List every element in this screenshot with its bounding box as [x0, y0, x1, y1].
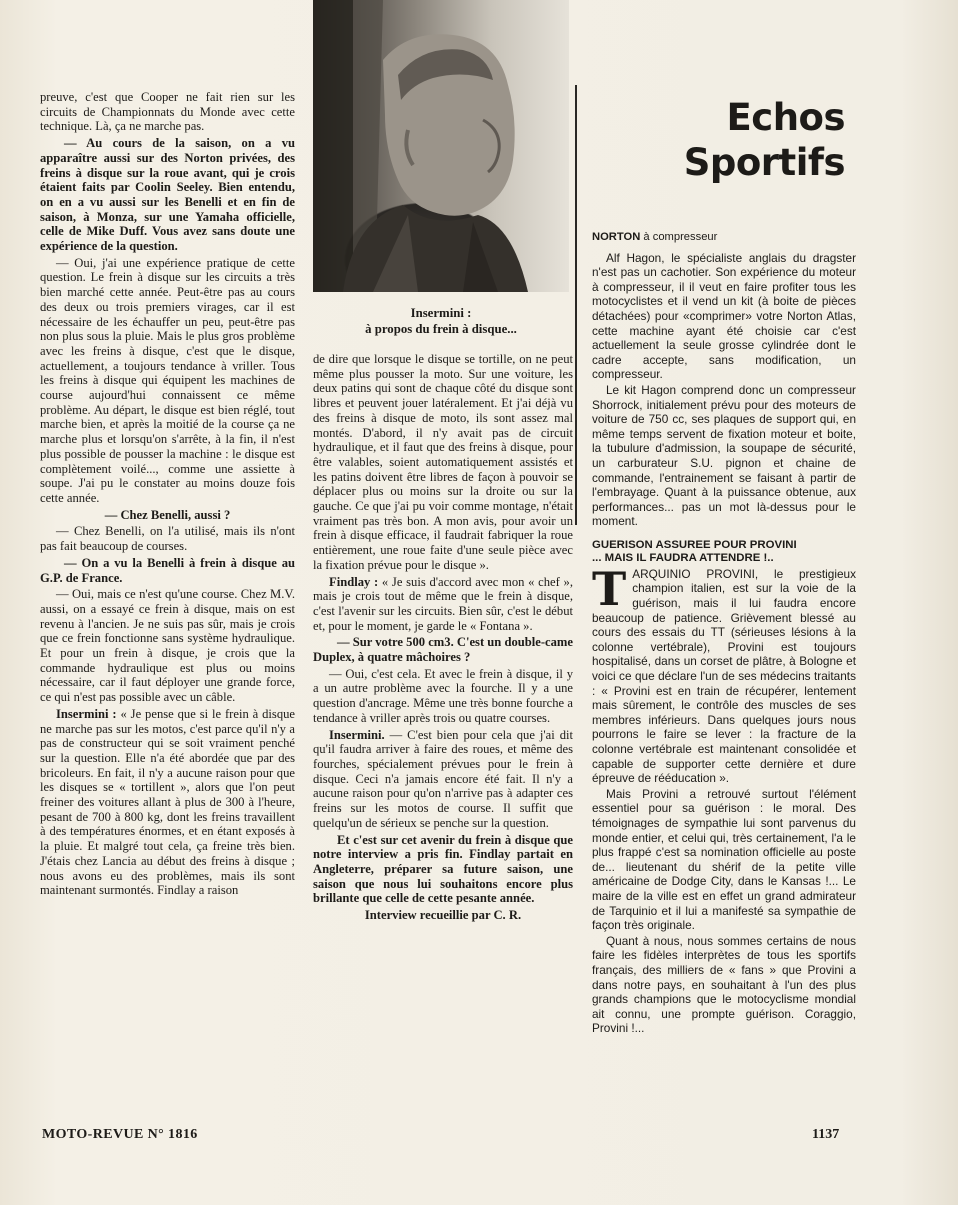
- interview-column-1: [40, 90, 295, 900]
- title-line-1: Echos: [726, 96, 845, 139]
- provini-text: ARQUINIO PROVINI, le prestigieux champion italien, est sur la voie de la guérison, mais il lui faudra encore beaucoup de patience. Grièvement blessé au cours des essais du TT (sérieuses lésions à la colonne vertébrale), Provini est toujours hospitalisé, dans un corset de plâtre, à Bologne et voici ce que déclare l'un de ses médecins traitants : « Provini est en train de récupérer, lentement mais sûrement, le contrôle des muscles de ses membres inférieurs. Dans quelques jours nous pourrons le faire se lever : la fracture de la colonne vertébrale est maintenant consolidée et capable de supporter cette dernière et dure épreuve de rééducation ».: [592, 566, 856, 786]
- speaker-text: — C'est bien pour cela que j'ai dit qu'il faudra arriver à faire des roues, et même des fourches, spécialement prévues pour le frein à disque. Ceci n'a jamais encore été fait. Il n'y a aucune raison pour qu'on n'arrive pas à adapter ces freins sur les motos de course. Il suffit que quelqu'un de sérieux se penche sur la question.: [313, 727, 573, 830]
- provini-heading-line-1: GUERISON ASSUREE POUR PROVINI: [592, 538, 797, 551]
- question: — Sur votre 500 cm3. C'est un double-came Duplex, à quatre mâchoires ?: [313, 635, 574, 665]
- page-number: 1137: [812, 1127, 840, 1142]
- section-title: [640, 95, 845, 185]
- echos-column: [592, 230, 856, 1037]
- photo-caption: [313, 305, 569, 337]
- drop-cap: T: [592, 561, 627, 616]
- question: — On a vu la Benelli à frein à disque au G.P. de France.: [40, 555, 295, 585]
- norton-paragraph: Alf Hagon, le spécialiste anglais du dragster n'est pas un cachotier. Son expérience du moteur à compresseur, il il veut en faire profiter tous les motocyclistes et il vend un kit (à boite de pièces détachées) pour «comprimer» votre Norton Atlas, cette machine ayant été choisie car c'est actuellement la seule grosse cylindrée dont le cadre accepte, sans modification, un compresseur.: [592, 250, 856, 382]
- norton-paragraph: Le kit Hagon comprend donc un compresseur Shorrock, initialement prévu pour des moteurs de voiture de 750 cc, ses plaques de support qui, en même temps servent de fixation moteur et boite, la tubulure d'admission, la soupape de sécurité, un carburateur S.U. pignon et chaine de commande, l'entrainement se faisant à partir de l'embrayage. Quant à la puissance obtenue, aux performances... pas un mot là-dessus pour le moment.: [592, 382, 856, 529]
- title-line-2: Sportifs: [683, 141, 845, 184]
- speaker-text: « Je pense que si le frein à disque ne marche pas sur les motos, c'est parce qu'il n'y a pas de constructeur qui se soit vraiment penché sur la question. Elle n'a été abordée que par des bricoleurs. En fait, il n'y a aucune raison pour que les disques se « tortillent », alors que l'on peut freiner des voitures allant à plus de 300 à l'heure, pesant de 700 à 800 kg, dont les freins travaillent à des températures énormes, et en étant exposés à la pluie. Et malgré tout cela, ça freine très bien. J'étais chez Lancia au début des freins à disque ; nous avons eu des problèmes, mais ils sont maintenant surmontés. Findlay a raison: [40, 706, 295, 898]
- paragraph: preuve, c'est que Cooper ne fait rien sur les circuits de Championnats du Monde avec cette technique. Là, ça ne marche pas.: [40, 90, 295, 134]
- paragraph: de dire que lorsque le disque se tortille, on ne peut même plus pousser la moto. Sur une voiture, les deux patins qui sont de chaque côté du disque sont libres et peuvent jouer latéralement. Et j'ai déjà vu des freins à disque de moto, ils sont assez mal montés. D'abord, il n'y avait pas de circuit hydraulique, et il faut que des freins à disque, pour être valables, soient automatiquement assistés et les patins doivent être libres de façon à pouvoir se déplacer plus ou moins sur la droite ou sur la gauche. Ce que j'ai pu voir comme montage, n'était vraiment pas très bon. A mon avis, pour avoir un frein à disque efficace, il faudrait fabriquer la roue entièrement, une roue faite d'une seule pièce avec la fixation prévue pour le disque ».: [313, 352, 573, 572]
- speaker-name: Insermini.: [329, 727, 385, 742]
- interview-column-2: [313, 352, 573, 925]
- speaker-name: Findlay :: [329, 574, 379, 589]
- question: — Chez Benelli, aussi ?: [104, 507, 231, 522]
- provini-paragraph: [592, 561, 856, 786]
- speaker-paragraph: [313, 575, 573, 634]
- norton-heading: [592, 230, 856, 245]
- provini-paragraph: Mais Provini a retrouvé surtout l'élément essentiel pour sa guérison : le moral. Des témoignages de sympathie lui sont parvenus du monde entier, et celui qui, très certainement, l'a le plus frappé c'est sa nomination officielle au poste de... lieutenant du shérif de la petite ville américaine de Dodge City, dans le Kansas !... Le maire de la ville est en effet un grand admirateur de Tarquinio et il lui a manifesté sa sympathie de façon très originale.: [592, 786, 856, 933]
- answer: — Chez Benelli, on l'a utilisé, mais ils n'ont pas fait beaucoup de courses.: [40, 524, 295, 554]
- answer: — Oui, j'ai une expérience pratique de cette question. Le frein à disque sur les circuits a très bien marché cette année. Peut-être pas au cours des deux ou trois premiers virages, car il est nécessaire de les échauffer un peu, peut-être pas non plus sous la pluie. Mais le plus gros problème avec les freins à disque, c'est que le disque, actuellement, a toujours tendance à vriller. Tous les freins à disque qui équipent les machines de course aujourd'hui connaissent ce même problème. Au départ, le disque est bien réglé, tout marche bien, et après la moitié de la course ça ne marche plus et lorsqu'on s'arrête, à la fin, il n'est plus possible de pousser la machine : le disque est complètement voilé..., comme une assiette à soupe. J'ai pu le constater au moins douze fois cette année.: [40, 255, 295, 505]
- magazine-issue: MOTO-REVUE N° 1816: [42, 1127, 198, 1142]
- speaker-paragraph: [313, 728, 573, 831]
- column-divider: [575, 85, 577, 525]
- speaker-name: Insermini :: [56, 706, 117, 721]
- caption-subtitle: à propos du frein à disque...: [365, 322, 517, 336]
- caption-name: Insermini :: [410, 306, 472, 320]
- signature: Interview recueillie par C. R.: [364, 908, 522, 923]
- portrait-illustration: [313, 0, 569, 292]
- answer: — Oui, c'est cela. Et avec le frein à disque, il y a un autre problème avec la fourche. Il y a une question d'ancrage. Même une très bonne fourche a tendance à vriller après trois ou quatre courses.: [313, 666, 573, 725]
- rubric-bold: NORTON: [592, 231, 641, 243]
- provini-heading: [592, 539, 856, 565]
- question: — Au cours de la saison, on a vu apparaître aussi sur des Norton privées, des freins à disque sur la roue avant, qui je crois étaient faits par Coolin Seeley. Bien entendu, on en a vu aussi sur les Benelli et en fin de saison, à Monza, sur une Yamaha officielle, celle de Mike Duff. Vous avez sans doute une expérience de la question.: [40, 136, 295, 254]
- provini-heading-line-2: ... MAIS IL FAUDRA ATTENDRE !..: [592, 551, 774, 564]
- portrait-photo: [313, 0, 569, 292]
- answer: — Oui, mais ce n'est qu'une course. Chez M.V. aussi, on a essayé ce frein à disque, mais on est revenu à l'ancien. Je ne suis pas sûr, mais je crois que ce frein fonctionne sans système hydraulique. Et pour un frein à disque, je crois que la commande hydraulique est plus ou moins nécessaire, car il faut déployer une grande force, ce qui n'est pas possible avec un câble.: [40, 587, 295, 705]
- speaker-paragraph: [40, 707, 295, 898]
- closing-paragraph: Et c'est sur cet avenir du frein à disque que notre interview a pris fin. Findlay partait en Angleterre, préparer sa future saison, une saison que nous lui souhaitons encore plus brillante que celle de cette pesante année.: [313, 832, 573, 906]
- speaker-text: « Je suis d'accord avec mon « chef », mais je crois tout de même que le frein à disque, c'est l'avenir sur les circuits. Bien sûr, c'est le début et, pour le moment, je garde le « Fontana ».: [313, 574, 573, 633]
- rubric-thin: à compresseur: [640, 231, 718, 243]
- provini-paragraph: Quant à nous, nous sommes certains de nous faire les fidèles interprètes de tous les sportifs français, des milliers de « fans » que Provini a dans notre pays, en souhaitant à l'un des plus grands champions que le motocyclisme mondial ait connu, une prompte guérison. Coraggio, Provini !...: [592, 933, 856, 1036]
